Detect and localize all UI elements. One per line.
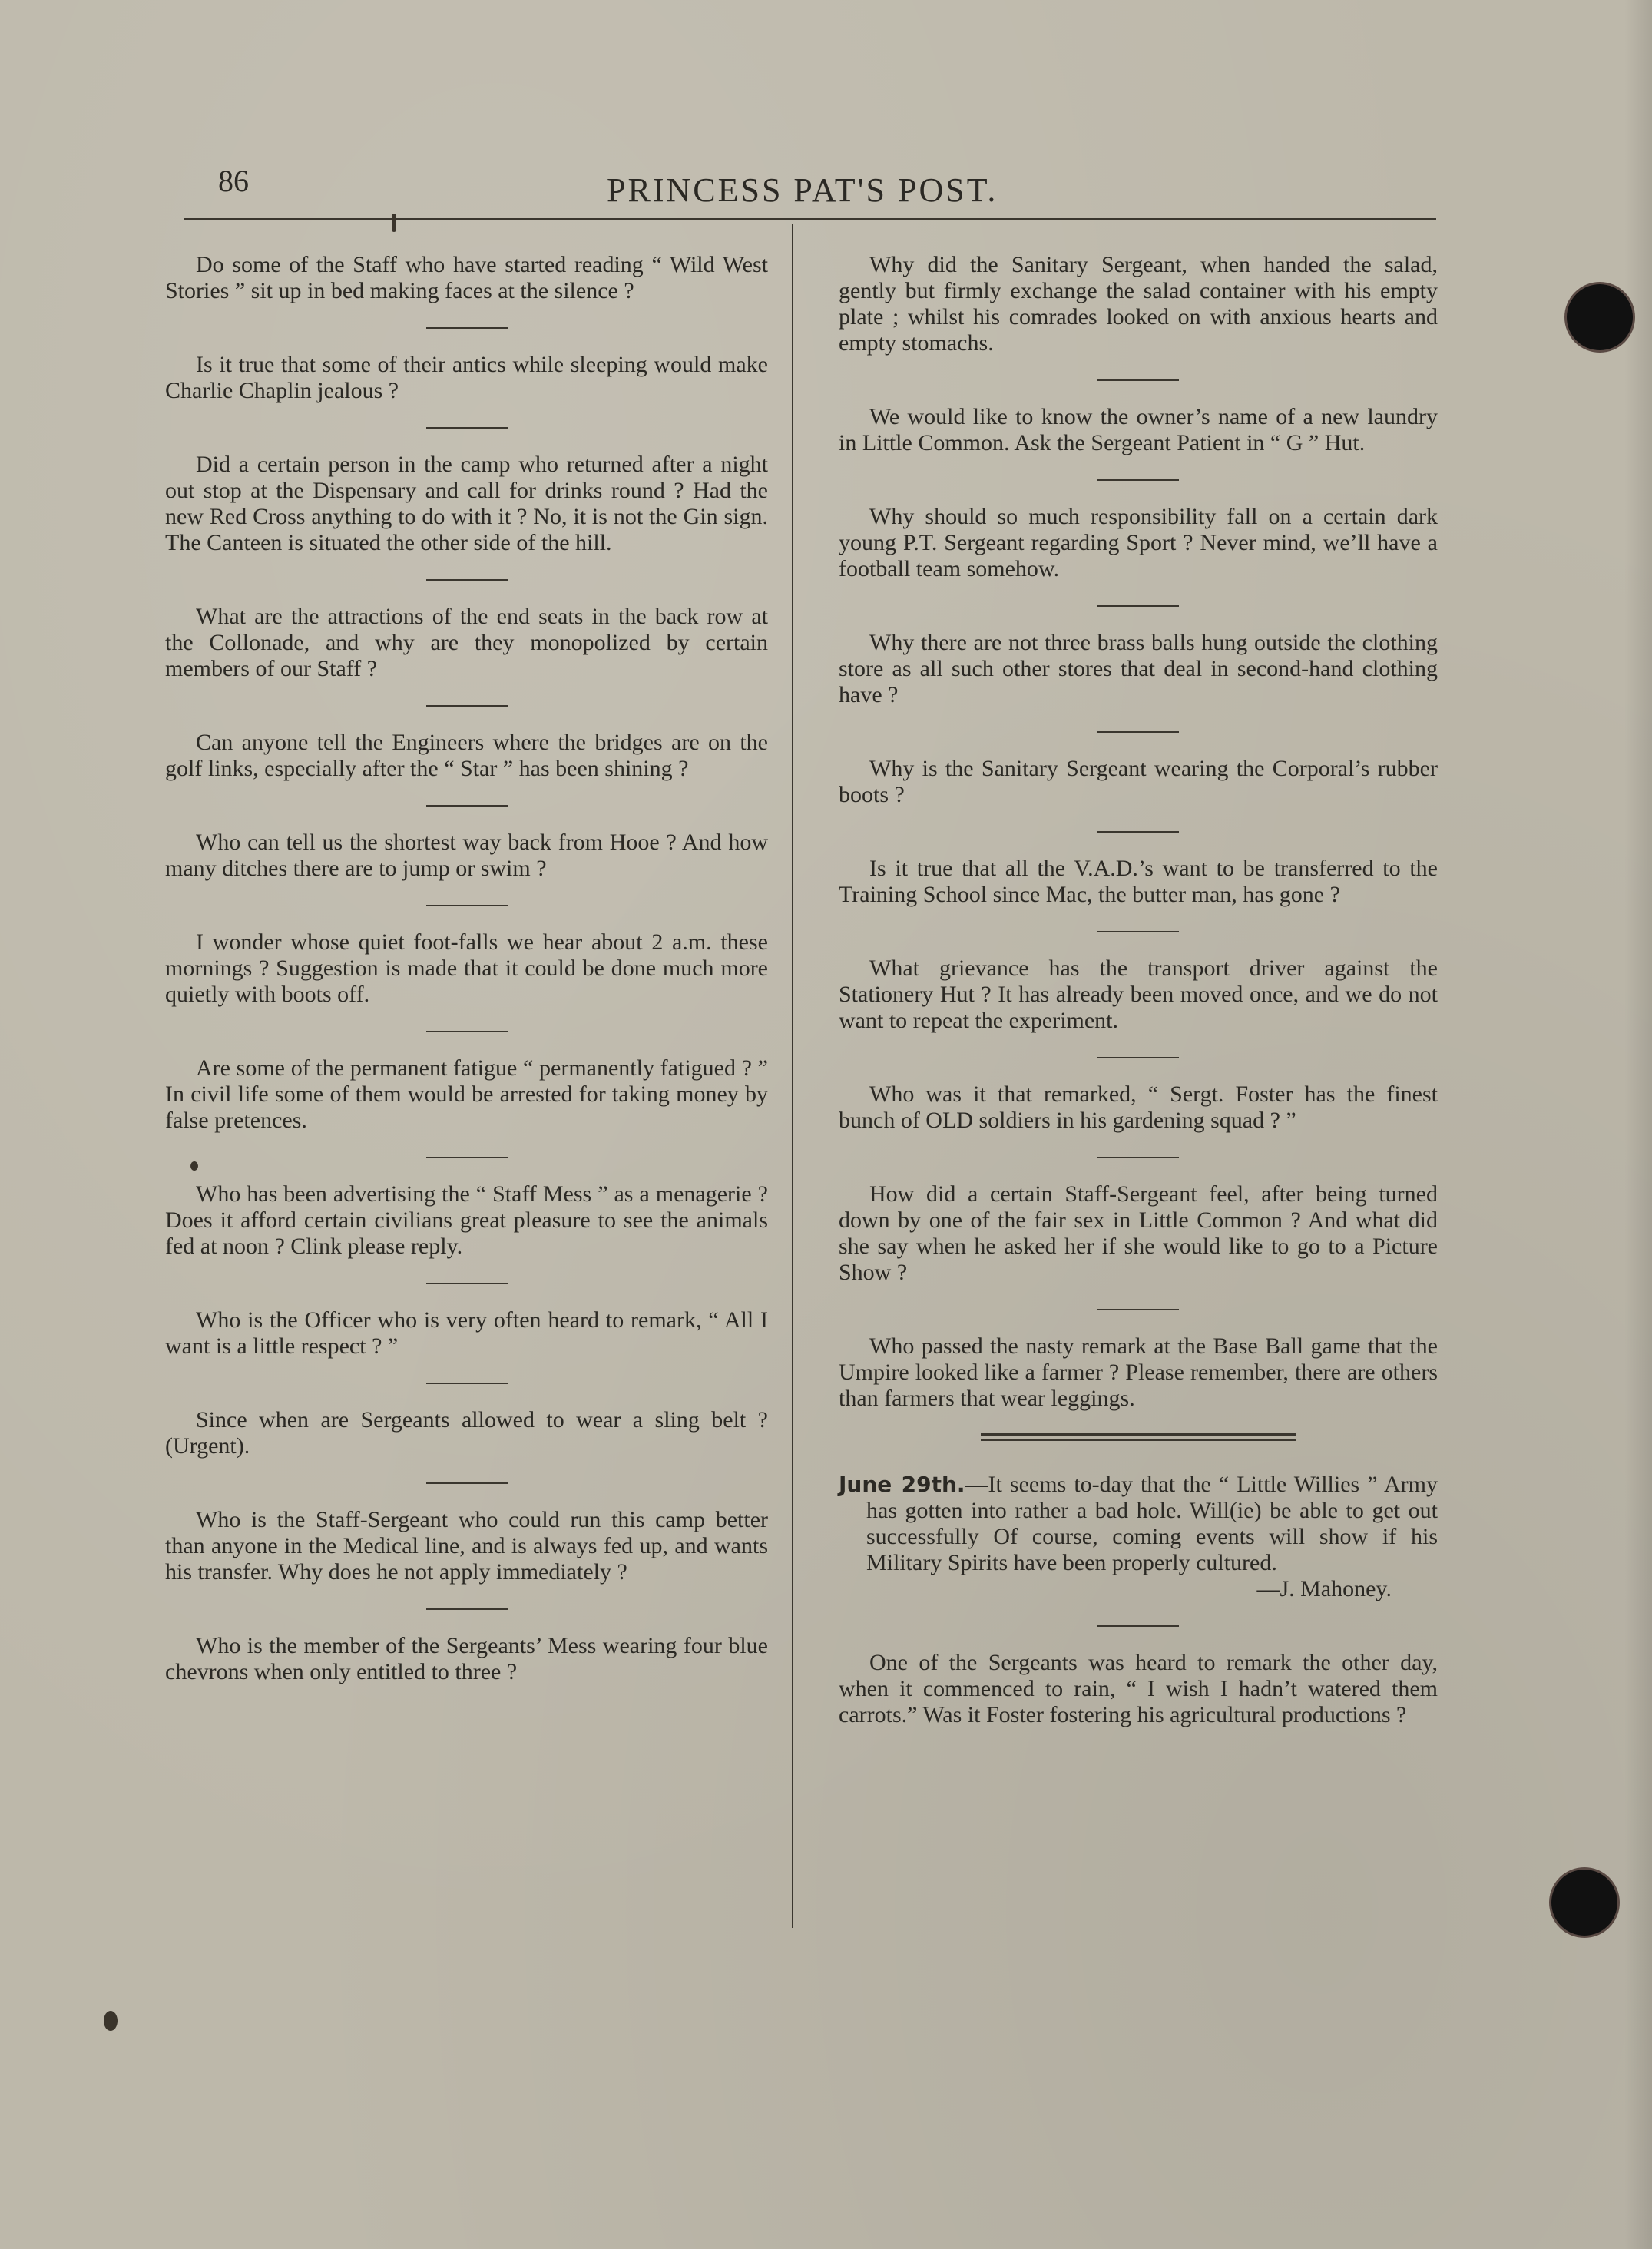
separator-rule [1097,731,1179,733]
paragraph: Since when are Sergeants allowed to wear a sling belt ? (Urgent). [165,1407,768,1459]
paragraph: Is it true that all the V.A.D.’s want to be transferred to the Training School since Mac, the butter man, has gone ? [839,856,1438,907]
separator-rule [1097,479,1179,481]
paragraph: Who is the member of the Sergeants’ Mess wearing four blue chevrons when only entitled to three ? [165,1633,768,1684]
paragraph: Are some of the permanent fatigue “ permanently fatigued ? ” In civil life some of them would be arrested for taking money by false pretences. [165,1055,768,1133]
separator-rule [1097,1625,1179,1627]
paragraph: I wonder whose quiet foot-falls we hear about 2 a.m. these mornings ? Suggestion is made that it could be done much more quietly with boots off. [165,929,768,1007]
paragraph: Who was it that remarked, “ Sergt. Foster has the finest bunch of OLD soldiers in his gardening squad ? ” [839,1081,1438,1133]
separator-rule [426,805,508,807]
separator-rule [1097,1057,1179,1058]
double-separator-rule [981,1433,1296,1441]
separator-rule [426,1283,508,1284]
separator-rule [426,705,508,707]
separator-rule [426,1482,508,1484]
paragraph: Why there are not three brass balls hung outside the clothing store as all such other stores that deal in second-hand clothing have ? [839,630,1438,707]
paragraph: Can anyone tell the Engineers where the bridges are on the golf links, especially after the “ Star ” has been shining ? [165,730,768,781]
separator-rule [1097,931,1179,932]
paragraph: What are the attractions of the end seats in the back row at the Collonade, and why are they monopolized by certain members of our Staff ? [165,604,768,681]
paragraph: Why is the Sanitary Sergeant wearing the Corporal’s rubber boots ? [839,756,1438,807]
paragraph: We would like to know the owner’s name of a new laundry in Little Common. Ask the Sergeant Patient in “ G ” Hut. [839,404,1438,455]
separator-rule [1097,605,1179,607]
entry-text: —It seems to-day that the “ Little Willies ” Army has gotten into rather a bad hole. Will(ie) be able to get out successfully Of course, coming events will show if his Military Spirits have been properly cultured. [866,1472,1438,1575]
separator-rule [426,1383,508,1384]
separator-rule [426,1608,508,1610]
paragraph: Who passed the nasty remark at the Base Ball game that the Umpire looked like a farmer ? Please remember, there are others than farmers that wear leggings. [839,1333,1438,1411]
separator-rule [1097,379,1179,381]
paragraph: Why should so much responsibility fall on a certain dark young P.T. Sergeant regarding Sport ? Never mind, we’ll have a football team somehow. [839,504,1438,581]
column-divider [792,224,793,1928]
ink-speck [104,2011,118,2031]
paragraph: Who has been advertising the “ Staff Mess ” as a menagerie ? Does it afford certain civilians great pleasure to see the animals fed at noon ? Clink please reply. [165,1181,768,1259]
separator-rule [426,905,508,906]
paragraph: Did a certain person in the camp who returned after a night out stop at the Dispensary and call for drinks round ? Had the new Red Cross anything to do with it ? No, it is not the Gin sign. The Canteen is situated the other side of the hill. [165,452,768,555]
punch-hole-top [1567,284,1633,350]
paragraph: Who can tell us the shortest way back from Hooe ? And how many ditches there are to jump or swim ? [165,830,768,881]
separator-rule [426,427,508,429]
left-column [165,252,768,1685]
signature: —J. Mahoney. [1256,1576,1392,1601]
header-rule [184,218,1436,220]
page-edge-shadow [1624,0,1652,2249]
paragraph: One of the Sergeants was heard to remark the other day, when it commenced to rain, “ I wish I hadn’t watered them carrots.” Was it Foster fostering his agricultural productions ? [839,1650,1438,1727]
dated-entry [839,1472,1438,1576]
separator-rule [426,1031,508,1032]
separator-rule [426,327,508,329]
separator-rule [426,1157,508,1158]
punch-hole-bottom [1551,1870,1617,1936]
separator-rule [1097,831,1179,833]
separator-rule [426,579,508,581]
entry-date: June 29th. [839,1472,965,1497]
ink-speck [190,1161,198,1171]
paragraph: Is it true that some of their antics while sleeping would make Charlie Chaplin jealous ? [165,352,768,403]
page-number: 86 [218,164,249,198]
right-column [839,252,1438,1728]
paragraph: How did a certain Staff-Sergeant feel, after being turned down by one of the fair sex in Little Common ? And what did she say when he asked her if she would like to go to a Picture Show ? [839,1181,1438,1285]
paragraph: What grievance has the transport driver against the Stationery Hut ? It has already been moved once, and we do not want to repeat the experiment. [839,956,1438,1033]
separator-rule [1097,1309,1179,1310]
paragraph: Do some of the Staff who have started reading “ Wild West Stories ” sit up in bed making faces at the silence ? [165,252,768,303]
running-head: PRINCESS PAT'S POST. [607,171,998,209]
separator-rule [1097,1157,1179,1158]
paragraph: Why did the Sanitary Sergeant, when handed the salad, gently but firmly exchange the salad container with his empty plate ; whilst his comrades looked on with anxious hearts and empty stomachs. [839,252,1438,356]
paragraph: Who is the Staff-Sergeant who could run this camp better than anyone in the Medical line, and is always fed up, and wants his transfer. Why does he not apply immediately ? [165,1507,768,1585]
paragraph: Who is the Officer who is very often heard to remark, “ All I want is a little respect ? ” [165,1307,768,1359]
ink-speck [392,214,396,232]
